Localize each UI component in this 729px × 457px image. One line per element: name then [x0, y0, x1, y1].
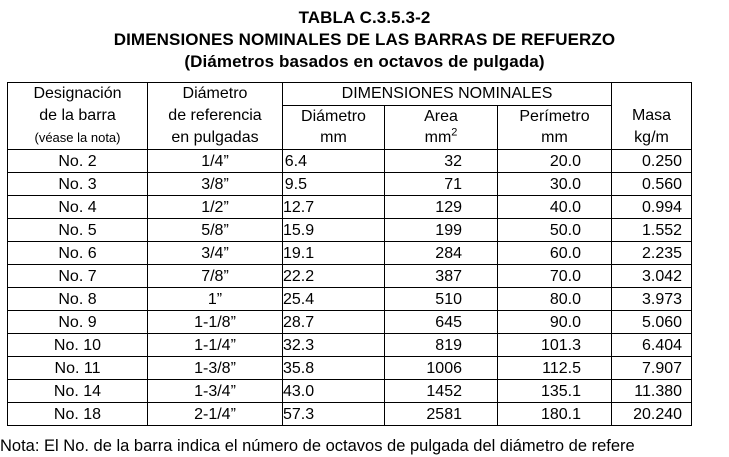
cell-mass: 20.240: [612, 403, 692, 426]
cell-perimeter: 40.0: [498, 196, 612, 219]
cell-mass: 0.994: [612, 196, 692, 219]
cell-perimeter: 30.0: [498, 173, 612, 196]
header-mass-line2: kg/m: [634, 129, 669, 146]
header-diameter: [283, 105, 385, 149]
header-area-line1: Area: [424, 108, 458, 126]
header-designation: [8, 83, 148, 150]
cell-perimeter: 90.0: [498, 311, 612, 334]
cell-mass: 3.042: [612, 265, 692, 288]
cell-diameter: 28.7: [283, 311, 385, 334]
cell-reference-diameter: 1”: [148, 288, 283, 311]
header-nominal-dimensions: DIMENSIONES NOMINALES: [283, 83, 612, 106]
cell-area: 387: [385, 265, 498, 288]
cell-diameter: 22.2: [283, 265, 385, 288]
cell-reference-diameter: 1-3/8”: [148, 357, 283, 380]
cell-designation: No. 14: [8, 380, 148, 403]
header-row-top: [8, 83, 692, 106]
header-area-unit: mm: [424, 129, 452, 147]
cell-reference-diameter: 3/8”: [148, 173, 283, 196]
cell-reference-diameter: 1-1/4”: [148, 334, 283, 357]
table-row: [8, 196, 692, 219]
cell-designation: No. 8: [8, 288, 148, 311]
table-body: [8, 150, 692, 426]
header-refdiam-line2: de referencia: [168, 107, 262, 124]
cell-mass: 5.060: [612, 311, 692, 334]
cell-area: 819: [385, 334, 498, 357]
cell-perimeter: 60.0: [498, 242, 612, 265]
header-mass-line1: Masa: [631, 107, 672, 124]
cell-mass: 0.560: [612, 173, 692, 196]
cell-area: 129: [385, 196, 498, 219]
header-diameter-line1: Diámetro: [301, 108, 366, 126]
cell-reference-diameter: 3/4”: [148, 242, 283, 265]
header-area-line2: [385, 127, 497, 148]
cell-designation: No. 10: [8, 334, 148, 357]
table-row: [8, 334, 692, 357]
header-diameter-line2: mm: [320, 129, 347, 147]
cell-perimeter: 101.3: [498, 334, 612, 357]
cell-diameter: 57.3: [283, 403, 385, 426]
header-refdiam-line3: en pulgadas: [171, 129, 259, 146]
cell-mass: 11.380: [612, 380, 692, 403]
table-row: [8, 403, 692, 426]
table-row: [8, 380, 692, 403]
cell-diameter: 25.4: [283, 288, 385, 311]
cell-diameter: 15.9: [283, 219, 385, 242]
bar-dimensions-table: [7, 82, 692, 426]
cell-designation: No. 6: [8, 242, 148, 265]
cell-designation: No. 3: [8, 173, 148, 196]
cell-diameter: 32.3: [283, 334, 385, 357]
cell-designation: No. 5: [8, 219, 148, 242]
cell-reference-diameter: 1-1/8”: [148, 311, 283, 334]
cell-area: 510: [385, 288, 498, 311]
cell-reference-diameter: 1/2”: [148, 196, 283, 219]
cell-designation: No. 7: [8, 265, 148, 288]
cell-diameter: 6.4: [283, 150, 385, 173]
cell-reference-diameter: 1/4”: [148, 150, 283, 173]
cell-designation: No. 2: [8, 150, 148, 173]
cell-mass: 1.552: [612, 219, 692, 242]
cell-area: 199: [385, 219, 498, 242]
header-area: [385, 105, 498, 149]
cell-perimeter: 135.1: [498, 380, 612, 403]
cell-diameter: 35.8: [283, 357, 385, 380]
table-row: [8, 242, 692, 265]
header-perimeter-line2: mm: [541, 129, 568, 147]
cell-mass: 3.973: [612, 288, 692, 311]
table-row: [8, 357, 692, 380]
table-subtitle: (Diámetros basados en octavos de pulgada): [184, 52, 545, 71]
cell-designation: No. 18: [8, 403, 148, 426]
cell-area: 645: [385, 311, 498, 334]
cell-mass: 0.250: [612, 150, 692, 173]
cell-mass: 6.404: [612, 334, 692, 357]
cell-perimeter: 20.0: [498, 150, 612, 173]
cell-mass: 2.235: [612, 242, 692, 265]
cell-reference-diameter: 7/8”: [148, 265, 283, 288]
header-designation-line3: (véase la nota): [34, 130, 121, 145]
cell-area: 284: [385, 242, 498, 265]
cell-area: 2581: [385, 403, 498, 426]
cell-perimeter: 80.0: [498, 288, 612, 311]
table-row: [8, 150, 692, 173]
table-row: [8, 311, 692, 334]
header-designation-line2: de la barra: [39, 107, 116, 124]
header-perimeter: [498, 105, 612, 149]
header-refdiam-line1: Diámetro: [182, 85, 248, 102]
header-designation-line1: Designación: [33, 85, 122, 102]
header-reference-diameter: [148, 83, 283, 150]
cell-perimeter: 50.0: [498, 219, 612, 242]
cell-designation: No. 4: [8, 196, 148, 219]
header-perimeter-line1: Perímetro: [519, 108, 590, 126]
header-area-exponent: 2: [451, 127, 458, 139]
cell-area: 71: [385, 173, 498, 196]
cell-diameter: 43.0: [283, 380, 385, 403]
cell-designation: No. 11: [8, 357, 148, 380]
cell-diameter: 9.5: [283, 173, 385, 196]
cell-reference-diameter: 2-1/4”: [148, 403, 283, 426]
table-row: [8, 288, 692, 311]
cell-diameter: 19.1: [283, 242, 385, 265]
cell-area: 32: [385, 150, 498, 173]
table-number: TABLA C.3.5.3-2: [298, 8, 431, 27]
table-title: DIMENSIONES NOMINALES DE LAS BARRAS DE REFUERZO: [113, 30, 616, 49]
cell-mass: 7.907: [612, 357, 692, 380]
table-row: [8, 265, 692, 288]
cell-perimeter: 112.5: [498, 357, 612, 380]
table-row: [8, 219, 692, 242]
cell-perimeter: 70.0: [498, 265, 612, 288]
cell-perimeter: 180.1: [498, 403, 612, 426]
cell-area: 1006: [385, 357, 498, 380]
cell-diameter: 12.7: [283, 196, 385, 219]
header-mass: [612, 83, 692, 150]
cell-reference-diameter: 1-3/4”: [148, 380, 283, 403]
table-row: [8, 173, 692, 196]
cell-area: 1452: [385, 380, 498, 403]
cell-reference-diameter: 5/8”: [148, 219, 283, 242]
footnote: Nota: El No. de la barra indica el número de octavos de pulgada del diámetro de refere: [0, 437, 635, 455]
cell-designation: No. 9: [8, 311, 148, 334]
